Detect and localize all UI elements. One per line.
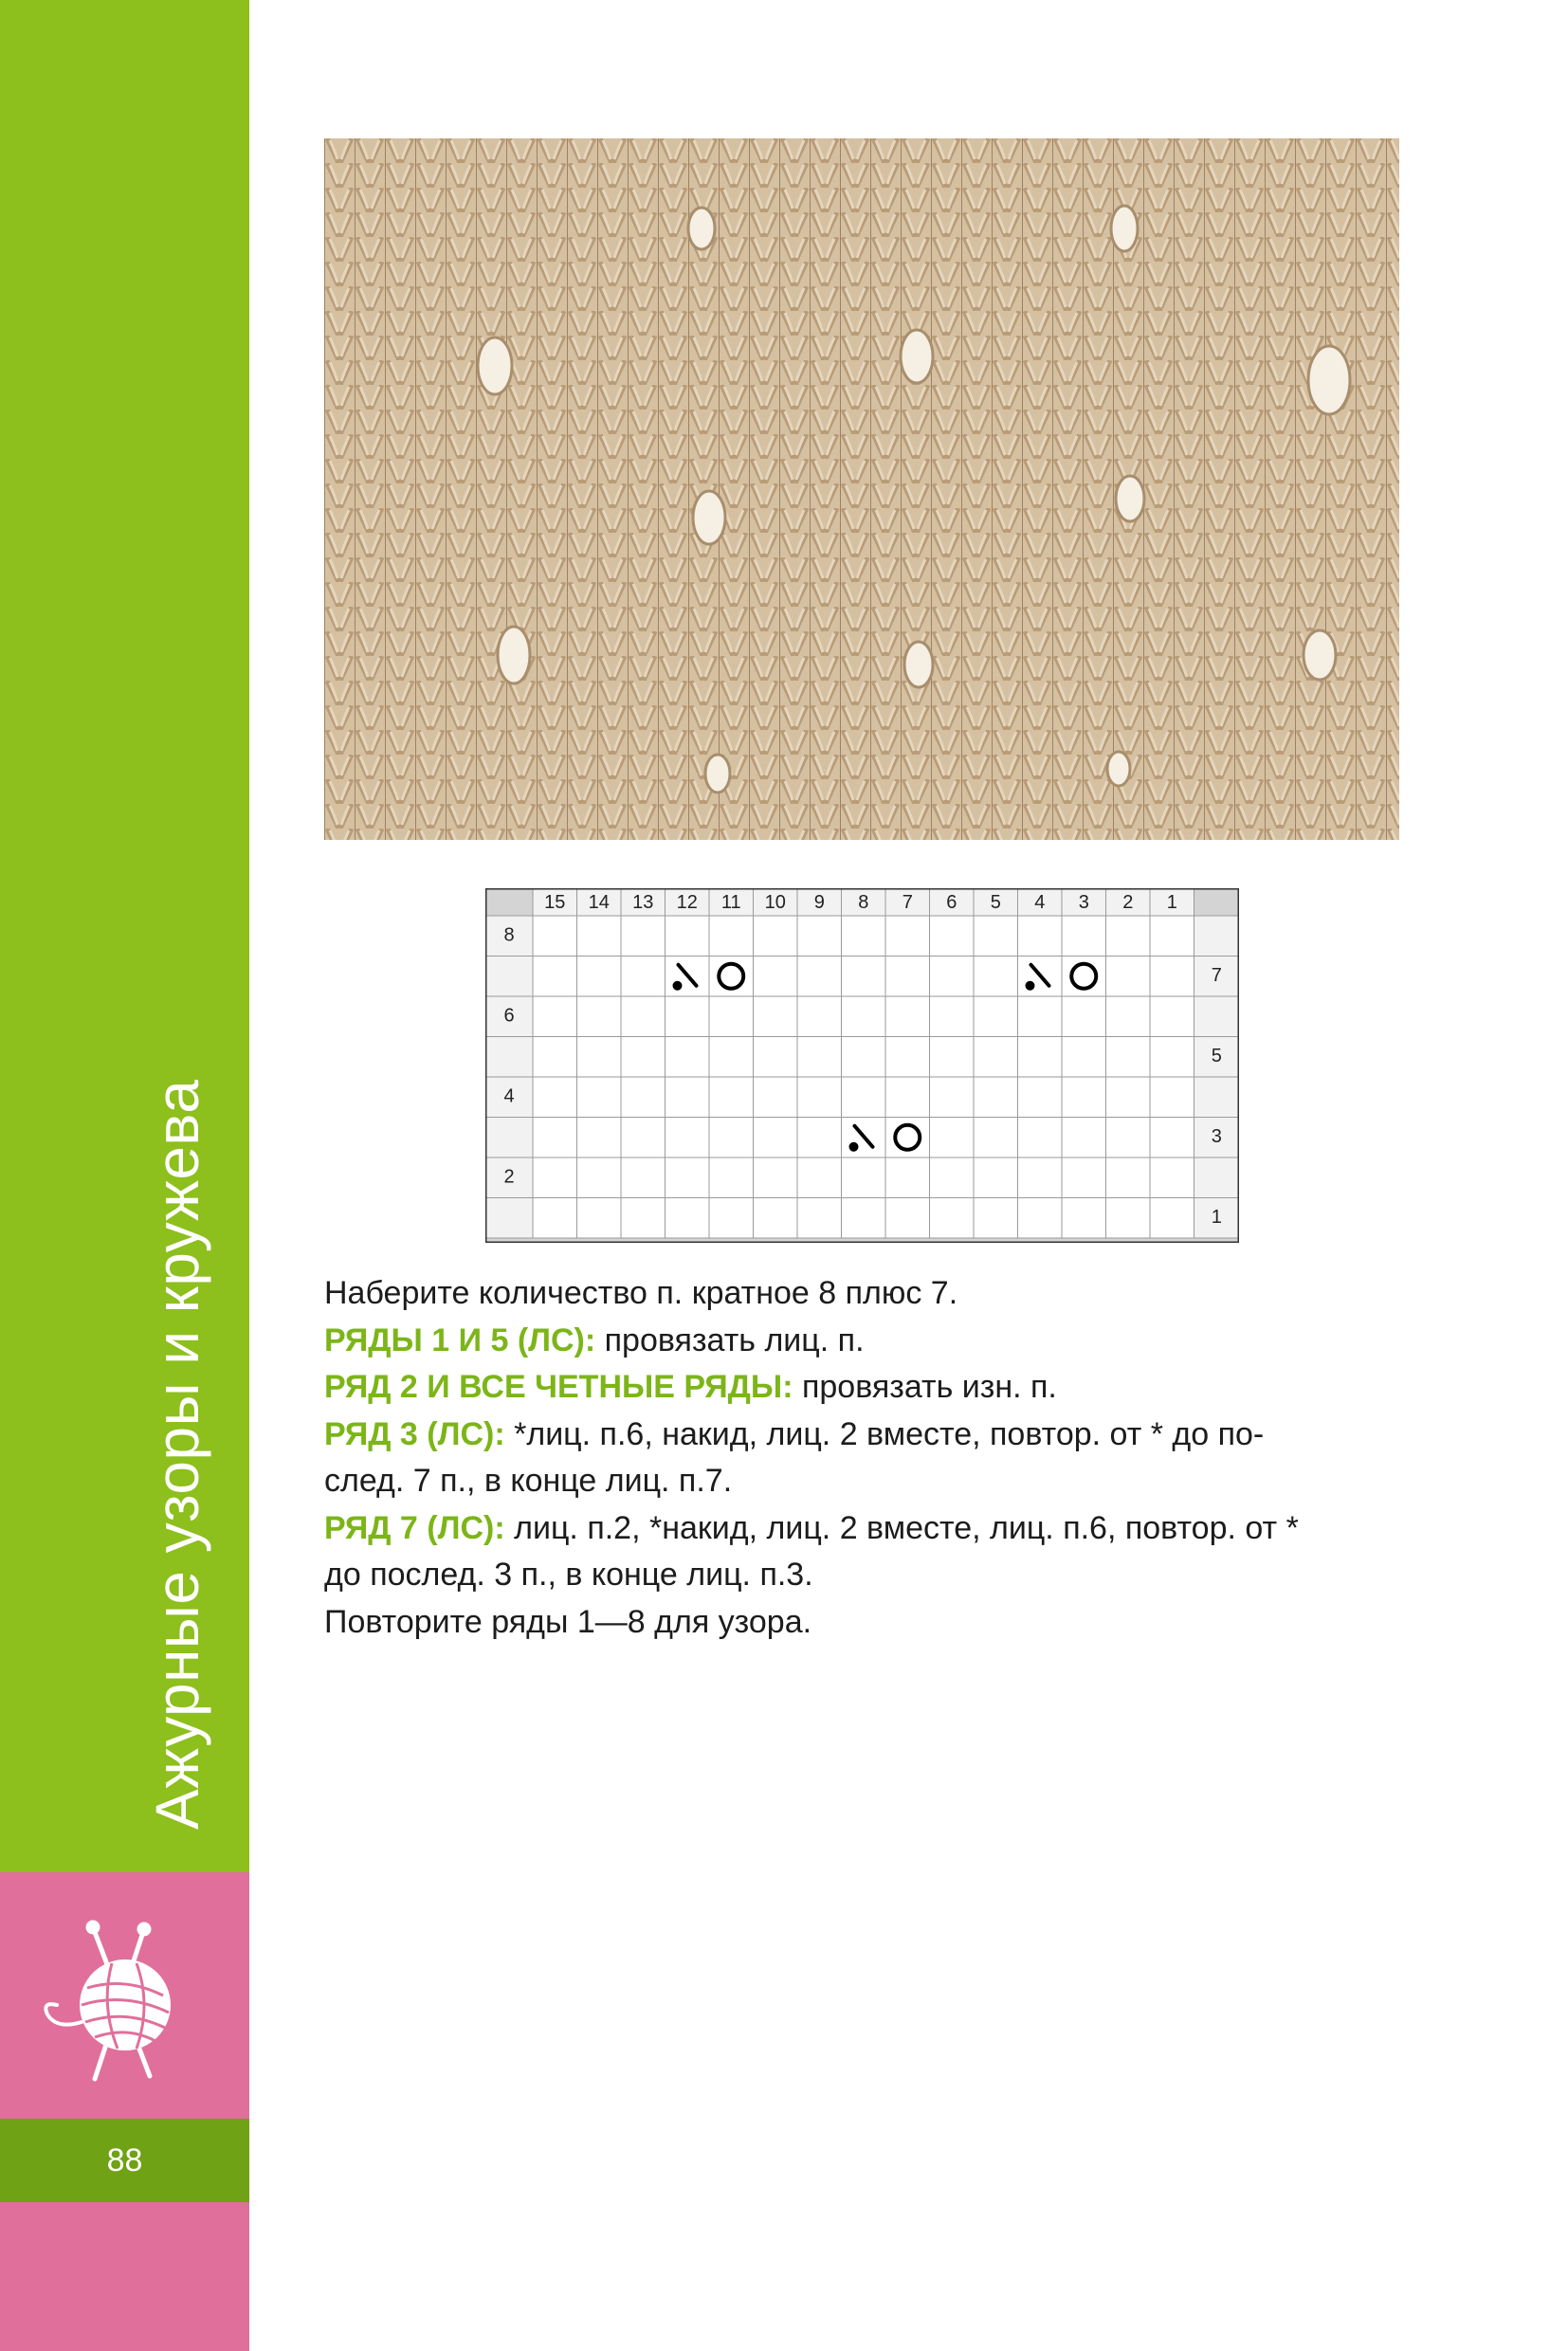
row-label: РЯД 2 И ВСЕ ЧЕТНЫЕ РЯДЫ: bbox=[324, 1369, 793, 1405]
right-row-number: 5 bbox=[1211, 1046, 1222, 1067]
instruction-row-2-even bbox=[324, 1364, 1414, 1412]
sidebar-pink-footer bbox=[0, 2202, 249, 2351]
column-number: 8 bbox=[858, 891, 869, 913]
left-row-number: 4 bbox=[503, 1085, 515, 1107]
column-number: 11 bbox=[720, 891, 741, 913]
column-number: 5 bbox=[990, 891, 1001, 913]
left-row-number: 6 bbox=[503, 1005, 515, 1027]
left-row-cell bbox=[485, 1118, 533, 1158]
right-row-cell bbox=[1194, 916, 1240, 957]
right-row-cell bbox=[1194, 1157, 1240, 1198]
right-row-cell bbox=[1194, 996, 1240, 1037]
row-text: провязать лиц. п. bbox=[595, 1321, 865, 1358]
left-row-cell bbox=[485, 957, 533, 997]
row-text-continued: след. 7 п., в конце лиц. п.7. bbox=[324, 1463, 733, 1499]
knitting-chart bbox=[485, 888, 1239, 1243]
left-row-cell bbox=[485, 1037, 533, 1078]
instruction-row-3 bbox=[324, 1412, 1414, 1505]
column-number: 6 bbox=[946, 891, 957, 913]
column-number: 12 bbox=[676, 891, 698, 913]
k2tog-dot bbox=[849, 1142, 859, 1152]
right-row-number: 1 bbox=[1211, 1207, 1222, 1229]
pattern-instructions bbox=[324, 1270, 1414, 1646]
column-number: 13 bbox=[632, 891, 654, 913]
right-row-cell bbox=[1194, 1077, 1240, 1118]
column-number: 1 bbox=[1166, 891, 1177, 913]
row-text-continued: до послед. 3 п., в конце лиц. п.3. bbox=[324, 1557, 813, 1593]
k2tog-dot bbox=[1026, 981, 1035, 991]
page-number: 88 bbox=[106, 2142, 143, 2178]
column-number: 14 bbox=[588, 891, 610, 913]
intro-text: Наберите количество п. кратное 8 плюс 7. bbox=[324, 1275, 958, 1311]
column-number: 4 bbox=[1034, 891, 1046, 913]
row-label: РЯД 3 (ЛС): bbox=[324, 1415, 505, 1452]
right-row-number: 3 bbox=[1211, 1126, 1222, 1148]
chart-grid bbox=[485, 888, 1239, 1243]
row-label: РЯДЫ 1 И 5 (ЛС): bbox=[324, 1321, 596, 1358]
k2tog-dot bbox=[673, 981, 683, 991]
knit-swatch-photo bbox=[324, 138, 1399, 840]
column-number: 9 bbox=[813, 891, 825, 913]
chapter-title: Ажурные узоры и кружева bbox=[143, 1079, 211, 1830]
column-number: 10 bbox=[764, 891, 786, 913]
row-text: лиц. п.2, *накид, лиц. 2 вместе, лиц. п.6, повтор. от * bbox=[504, 1509, 1299, 1546]
right-row-number: 7 bbox=[1211, 965, 1222, 987]
column-number: 2 bbox=[1122, 891, 1134, 913]
outro-text: Повторите ряды 1—8 для узора. bbox=[324, 1603, 812, 1640]
left-row-cell bbox=[485, 1198, 533, 1239]
row-text: провязать изн. п. bbox=[793, 1369, 1057, 1405]
column-number: 7 bbox=[902, 891, 913, 913]
left-row-number: 2 bbox=[503, 1166, 515, 1188]
sidebar-title-area bbox=[0, 0, 249, 1872]
row-text: *лиц. п.6, накид, лиц. 2 вместе, повтор. от * до по- bbox=[504, 1415, 1265, 1452]
column-number: 3 bbox=[1078, 891, 1089, 913]
left-row-number: 8 bbox=[503, 924, 515, 946]
instruction-row-7 bbox=[324, 1505, 1414, 1599]
instruction-row-1-5 bbox=[324, 1318, 1414, 1365]
column-number: 15 bbox=[544, 891, 566, 913]
row-label: РЯД 7 (ЛС): bbox=[324, 1509, 505, 1546]
yarn-ball-icon bbox=[38, 1910, 190, 2090]
